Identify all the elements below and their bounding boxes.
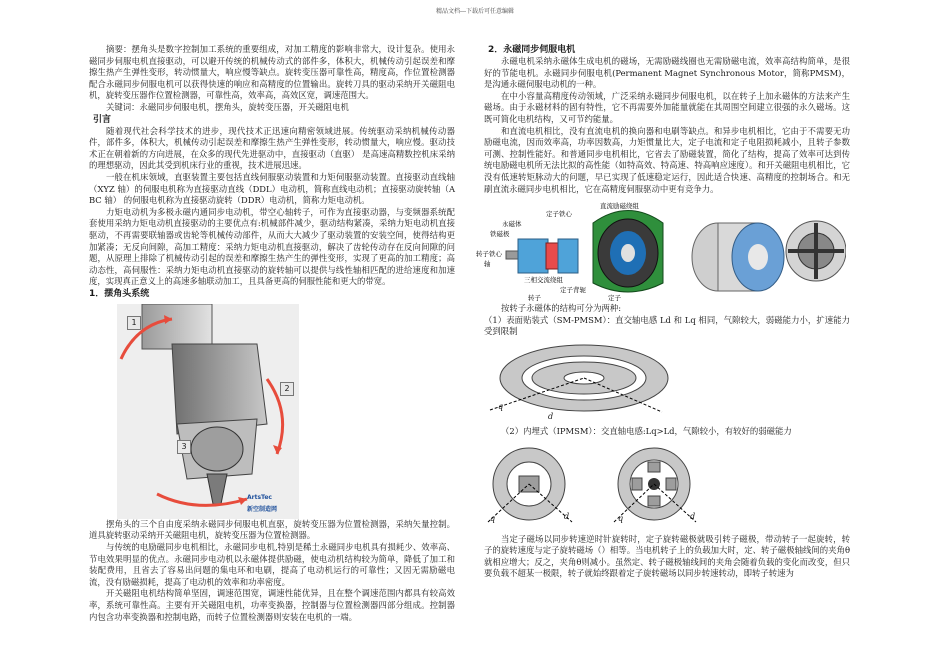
sm-pmsm-figure xyxy=(484,342,684,424)
right-column xyxy=(476,44,850,580)
left-column xyxy=(89,44,455,623)
figure-marker-3: 3 xyxy=(177,440,191,454)
ipmsm-left-axis-q-label: q xyxy=(490,513,496,523)
watermark-site: 新空制造网 xyxy=(247,505,278,513)
ipmsm-diagram xyxy=(484,442,764,532)
sm-pmsm-diagram xyxy=(484,342,684,424)
ipmsm-left-axis-d-label: d xyxy=(564,511,570,521)
intro-heading: 引言 xyxy=(93,114,112,125)
section-2-heading: 2．永磁同步伺服电机 xyxy=(488,45,576,55)
ipmsm-right-axis-q-label: q xyxy=(618,513,624,523)
label-stator: 定子 xyxy=(608,294,621,303)
sm-pmsm-description: （1）表面贴装式（SM-PMSM）：直交轴电感 Ld 和 Lq 相同，气隙较大，弱磁能力小，扩速能力受到限制 xyxy=(484,314,850,337)
motor-structure-illustration xyxy=(488,201,846,301)
figure-marker-1: 1 xyxy=(127,316,141,330)
watermark-brand: ArtsTec xyxy=(247,493,272,501)
sm-axis-d-label: d xyxy=(548,411,554,421)
ipmsm-figure xyxy=(484,442,764,532)
keywords: 关键词：永磁同步伺服电机，摆角头，旋转变压器，开关磁阻电机 xyxy=(106,101,349,112)
pmsm-paragraph-3: 和直流电机相比，没有直流电机的换向器和电刷等缺点。和异步电机相比，它由于不需要无功励磁电流，因而效率高，功率因数高，力矩惯量比大，定子电流和定子电阻损耗减小，且转子参数可测、控制性能好。和普通同步电机相比，它省去了励磁装置，简化了结构，提高了效率可达到传统电励磁电机所无法比拟的高性能（如特高效、特高速、特高响应速度）。和开关磁阻电机相比，它没有低速转矩脉动大的问题，早已实现了低速稳定运行，因此适合快速、高精度的控制场合。和无刷直流永磁同步电机相比，它在高精度伺服驱动中更有竞争力。 xyxy=(484,125,850,194)
intro-paragraph-1: 随着现代社会科学技术的进步，现代技术正迅速向精密领域进展。传统驱动采纳机械传动器件，部件多，体积大，机械传动引起误差和摩擦生热产生弹性变形，转动惯量大，响应慢。驱动技术正在朝着新的方向进展，在众多的现代先进驱动中，直接驱动（直驱） 是高速高精数控机床采纳的理想驱动，因此其受到机床行业的重视，技术进展迅速。 xyxy=(89,125,455,171)
abstract: 摘要：摆角头是数字控制加工系统的重要组成，对加工精度的影响非常大，设计复杂。使用永磁同步伺服电机直接驱动，可以避开传统的机械传动式的部件多，体积大，机械传动引起误差和摩擦生热产生弹性变形，转动惯量大，响应慢等缺点。旋转变压器可靠性高，精度高，作位置检测器配合永磁同步伺服电机可以获得快速的响应和高精度的位置输出。旋转刀具的驱动采纳开关磁阻电机，旋转变压器作位置检测器，可靠性高，效率高，高效区宽，调速范围大。 xyxy=(89,44,455,101)
section-1-heading: 1．摆角头系统 xyxy=(89,288,150,299)
figure-marker-2: 2 xyxy=(280,382,294,396)
ipmsm-right-axis-d-label: d xyxy=(690,511,696,521)
label-iron-pole: 铁磁极 xyxy=(490,230,510,239)
label-dc-winding: 直流励磁绕组 xyxy=(600,202,639,211)
paragraph-pmsm-advantages: 与传统的电励磁同步电机相比，永磁同步电机,特别是稀土永磁同步电机具有损耗少、效率高、节电效果明显的优点。永磁同步电动机以永磁体提供励磁，使电动机结构较为简单，降低了加工和装配费用，且省去了容易出问题的集电环和电刷，提高了电动机运行的可靠性；又因无需励磁电流，没有励磁损耗，提高了电动机的效率和功率密度。 xyxy=(89,542,455,587)
synchronous-rotation-paragraph: 当定子磁场以同步转速逆时针旋转时，定子旋转磁极就吸引转子磁极，带动转子一起旋转，转子的旋转速度与定子旋转磁场（）相等。当电机转子上的负载加大时，定、转子磁极轴线间的夹角θ就相应增大；反之，夹角θ则减小。虽然定、转子磁极轴线间的夹角会随着负载的变化而改变，但只要负载不超某一极限，转子就始终跟着定子旋转磁场以同步转速转动，即转子转速为 xyxy=(484,533,850,579)
intro-paragraph-3: 力矩电动机为多极永磁内通同步电动机，带空心轴转子，可作为直接驱动器，与变频器系统配套使用采纳力矩电动机直接驱动的主要优点有:机械部件减少，驱动结构紧凑，采纳力矩电动机直接驱动，不再需要联轴器或齿轮等机械传动部件，从而大大减少了驱动装置的安装空间，使得结构更加紧凑；无反向间隙，高加工精度：采纳力矩电动机直接驱动，解决了齿轮传动存在反向间隙的问题，从原理上排除了机械传动引起的误差和摩擦生热产生的弹性变形，实现了更高的加工精度；高动态性，高伺服性：采纳力矩电动机直接驱动的旋转轴可以提供与线性轴相匹配的进给速度和加速度，实现真正意义上的高速多轴联动加工，且具备更高的伺服性能和更大的带宽。 xyxy=(89,206,455,287)
label-three-phase: 三相交流绕组 xyxy=(524,276,563,285)
label-rotor: 转子 xyxy=(528,294,541,303)
motor-structure-figure xyxy=(476,201,846,303)
label-rotor-core: 转子铁心 xyxy=(476,250,502,259)
label-stator-core: 定子铁心 xyxy=(546,210,572,219)
paragraph-srm: 开关磁阻电机结构简单坚固，调速范围宽，调速性能优异，且在整个调速范围内都具有较高效率，系统可靠性高。主要有开关磁阻电机，功率变换器，控制器与位置检测器四部分组成。控制器内包含功率变换器和控制电路，而转子位置检测器则安装在电机的一端。 xyxy=(89,588,455,622)
swivel-head-figure xyxy=(117,304,299,519)
intro-paragraph-2: 一般在机床领域，直驱装置主要包括直线伺服驱动装置和力矩伺服驱动装置。直接驱动直线轴（XYZ 轴）的伺服电机称为直接驱动直线（DDL）电动机，简称直线电动机；直接驱动旋转轴（A BC 轴） 的伺服电机称为直接驱动旋转（DDR）电动机，简称力矩电动机。 xyxy=(89,171,455,206)
ipmsm-description: （2）内埋式（IPMSM）：交直轴电感:Lq>Ld，气隙较小，有较好的弱磁能力 xyxy=(501,425,792,436)
page-header: 精品文档---下载后可任意编辑 xyxy=(435,8,515,15)
label-stator-back: 定子背轭 xyxy=(560,286,586,295)
pmsm-type-intro: 按转子永磁体的结构可分为两种: xyxy=(501,303,622,314)
label-shaft: 轴 xyxy=(484,260,491,269)
pmsm-paragraph-1: 永磁电机采纳永磁体生成电机的磁场，无需励磁线圈也无需励磁电流，效率高结构简单，是很好的节能电机。永磁同步伺服电机(Permanent Magnet Synchronous Motor，简称PMSM)，是沟通永磁伺服电动机的一种。 xyxy=(484,56,850,90)
pmsm-paragraph-2: 在中小容量高精度传动领域，广泛采纳永磁同步伺服电机，以在转子上加永磁体的方法来产生磁场。由于永磁材料的固有特性，它不再需要外加能量就能在其周围空间建立很强的永久磁场。这既可简化电机结构，又可节约能量。 xyxy=(484,90,850,124)
sm-axis-q-label: q xyxy=(498,401,504,411)
label-magnet: 永磁体 xyxy=(502,220,522,229)
swivel-head-illustration xyxy=(117,304,299,519)
paragraph-swivel-dof: 摆角头的三个自由度采纳永磁同步伺服电机直驱，旋转变压器为位置检测器，采纳矢量控制。道具旋转驱动采纳开关磁阻电机，旋转变压器为位置检测器。 xyxy=(89,518,455,541)
